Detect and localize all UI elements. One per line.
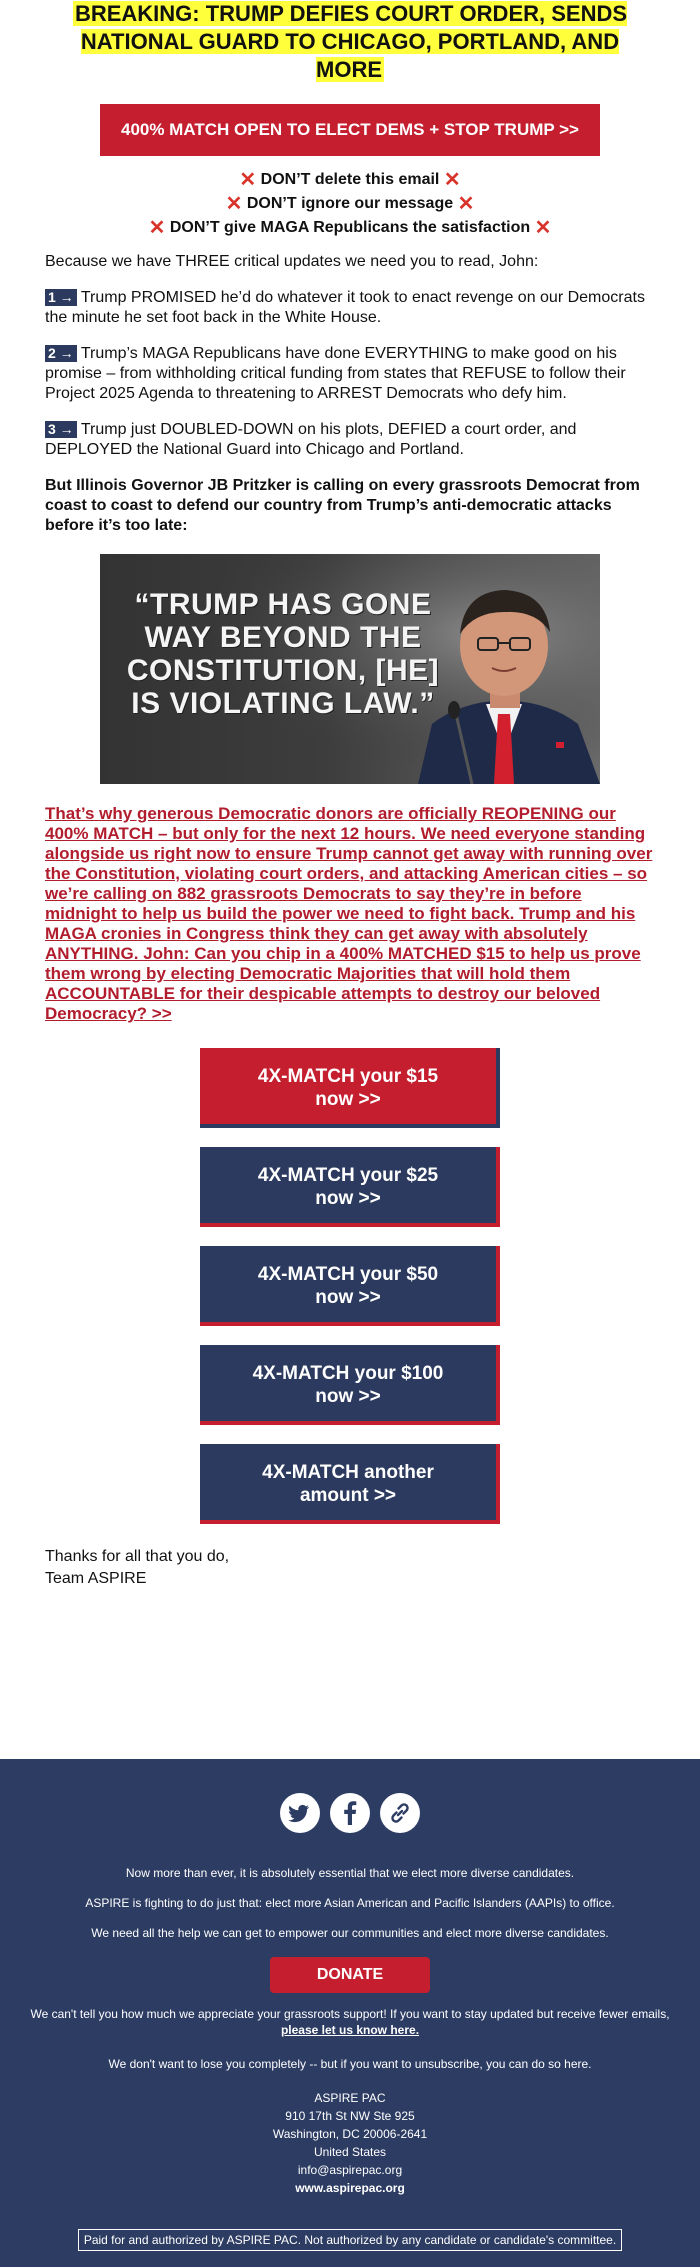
twitter-icon[interactable] — [280, 1793, 320, 1833]
red-x-icon: ✕ — [239, 169, 257, 191]
number-badge: 3 → — [45, 421, 77, 438]
red-x-icon: ✕ — [457, 193, 475, 215]
website-link[interactable]: www.aspirepac.org — [295, 2181, 405, 2195]
paid-for-disclaimer: Paid for and authorized by ASPIRE PAC. Not authorized by any candidate or candidate's committee. — [78, 2229, 622, 2251]
match-100-button[interactable]: 4X-MATCH your $100 now >> — [200, 1345, 500, 1425]
donate-button-list — [45, 1048, 655, 1524]
email-link[interactable]: info@aspirepac.org — [297, 2163, 403, 2177]
donation-appeal-link[interactable]: That’s why generous Democratic donors are officially REOPENING our 400% MATCH – but only for the next 12 hours. We need everyone standing alongside us right now to ensure Trump cannot get away with running over the Constitution, violating court orders, and attacking American cities – so we’re calling on 882 grassroots Democrats to say they’re in before midnight to help us build the power we need to fight back. Trump and his MAGA cronies in Congress think they can get away with absolutely ANYTHING. John: Can you chip in a 400% MATCHED $15 to help us prove them wrong by electing Democratic Majorities that will hold them ACCOUNTABLE for their despicable attempts to destroy our beloved Democracy? >> — [45, 804, 653, 1023]
footer-paragraph-3: We need all the help we can get to empower our communities and elect more diverse candidates. — [91, 1926, 609, 1940]
match-other-amount-button[interactable]: 4X-MATCH another amount >> — [200, 1444, 500, 1524]
match-50-button[interactable]: 4X-MATCH your $50 now >> — [200, 1246, 500, 1326]
footer-donate-button[interactable]: DONATE — [270, 1957, 430, 1993]
footer — [0, 1759, 700, 2267]
signoff-thanks: Thanks for all that you do, — [45, 1548, 230, 1565]
fewer-emails-link[interactable]: please let us know here. — [280, 2023, 420, 2037]
link-icon[interactable] — [380, 1793, 420, 1833]
hero-quote: “TRUMP HAS GONE WAY BEYOND THE CONSTITUTION, [HE] IS VIOLATING LAW.” — [126, 588, 440, 720]
red-x-icon: ✕ — [225, 193, 243, 215]
update-item: 1 → Trump PROMISED he’d do whatever it took to enact revenge on our Democrats the minute he set foot back in the White House. — [45, 289, 645, 326]
footer-paragraph-2: ASPIRE is fighting to do just that: elect more Asian American and Pacific Islanders (AAPIs) to office. — [85, 1896, 615, 1910]
update-item: 2 → Trump’s MAGA Republicans have done EVERYTHING to make good on his promise – from withholding critical funding from states that REFUSE to follow their Project 2025 Agenda to threatening to ARREST Democrats who defy him. — [45, 345, 626, 402]
dont-list — [45, 168, 655, 240]
signoff — [45, 1546, 655, 1590]
footer-paragraph-1: Now more than ever, it is absolutely essential that we elect more diverse candidates. — [125, 1866, 575, 1880]
pritzker-quote-image[interactable] — [100, 554, 600, 784]
update-item: 3 → Trump just DOUBLED-DOWN on his plots, DEFIED a court order, and DEPLOYED the National Guard into Chicago and Portland. — [45, 421, 577, 458]
unsubscribe-text: We don't want to lose you completely -- but if you want to unsubscribe, you can do so here. — [108, 2057, 592, 2071]
intro-text: Because we have THREE critical updates we need you to read, John: — [45, 253, 539, 270]
red-x-icon: ✕ — [534, 217, 552, 239]
match-15-button[interactable]: 4X-MATCH your $15 now >> — [200, 1048, 500, 1128]
dont-item: ✕ DON’T give MAGA Republicans the satisfaction ✕ — [148, 217, 552, 239]
dont-item: ✕ DON’T delete this email ✕ — [239, 169, 461, 191]
email-content — [45, 0, 655, 1590]
social-icons — [0, 1793, 700, 1833]
facebook-icon[interactable] — [330, 1793, 370, 1833]
headline-text: BREAKING: TRUMP DEFIES COURT ORDER, SENDS NATIONAL GUARD TO CHICAGO, PORTLAND, AND MORE — [74, 1, 628, 82]
match-25-button[interactable]: 4X-MATCH your $25 now >> — [200, 1147, 500, 1227]
footer-paragraph-4: We can't tell you how much we appreciate your grassroots support! If you want to stay updated but receive fewer emails, please let us know here. — [30, 2007, 670, 2037]
red-x-icon: ✕ — [148, 217, 166, 239]
signoff-team: Team ASPIRE — [45, 1570, 147, 1587]
dont-item: ✕ DON’T ignore our message ✕ — [225, 193, 475, 215]
number-badge: 1 → — [45, 289, 77, 306]
red-x-icon: ✕ — [443, 169, 461, 191]
disclaimer-wrap — [0, 2229, 700, 2251]
governor-text: But Illinois Governor JB Pritzker is calling on every grassroots Democrat from coast to coast to defend our country from Trump’s anti-democratic attacks before it’s too late: — [45, 477, 640, 534]
footer-address: ASPIRE PAC 910 17th St NW Ste 925 Washington, DC 20006-2641 United States info@aspirepac.org www.aspirepac.org — [0, 2089, 700, 2197]
top-match-button[interactable]: 400% MATCH OPEN TO ELECT DEMS + STOP TRUMP >> — [100, 104, 600, 156]
headline — [45, 0, 655, 84]
number-badge: 2 → — [45, 345, 77, 362]
